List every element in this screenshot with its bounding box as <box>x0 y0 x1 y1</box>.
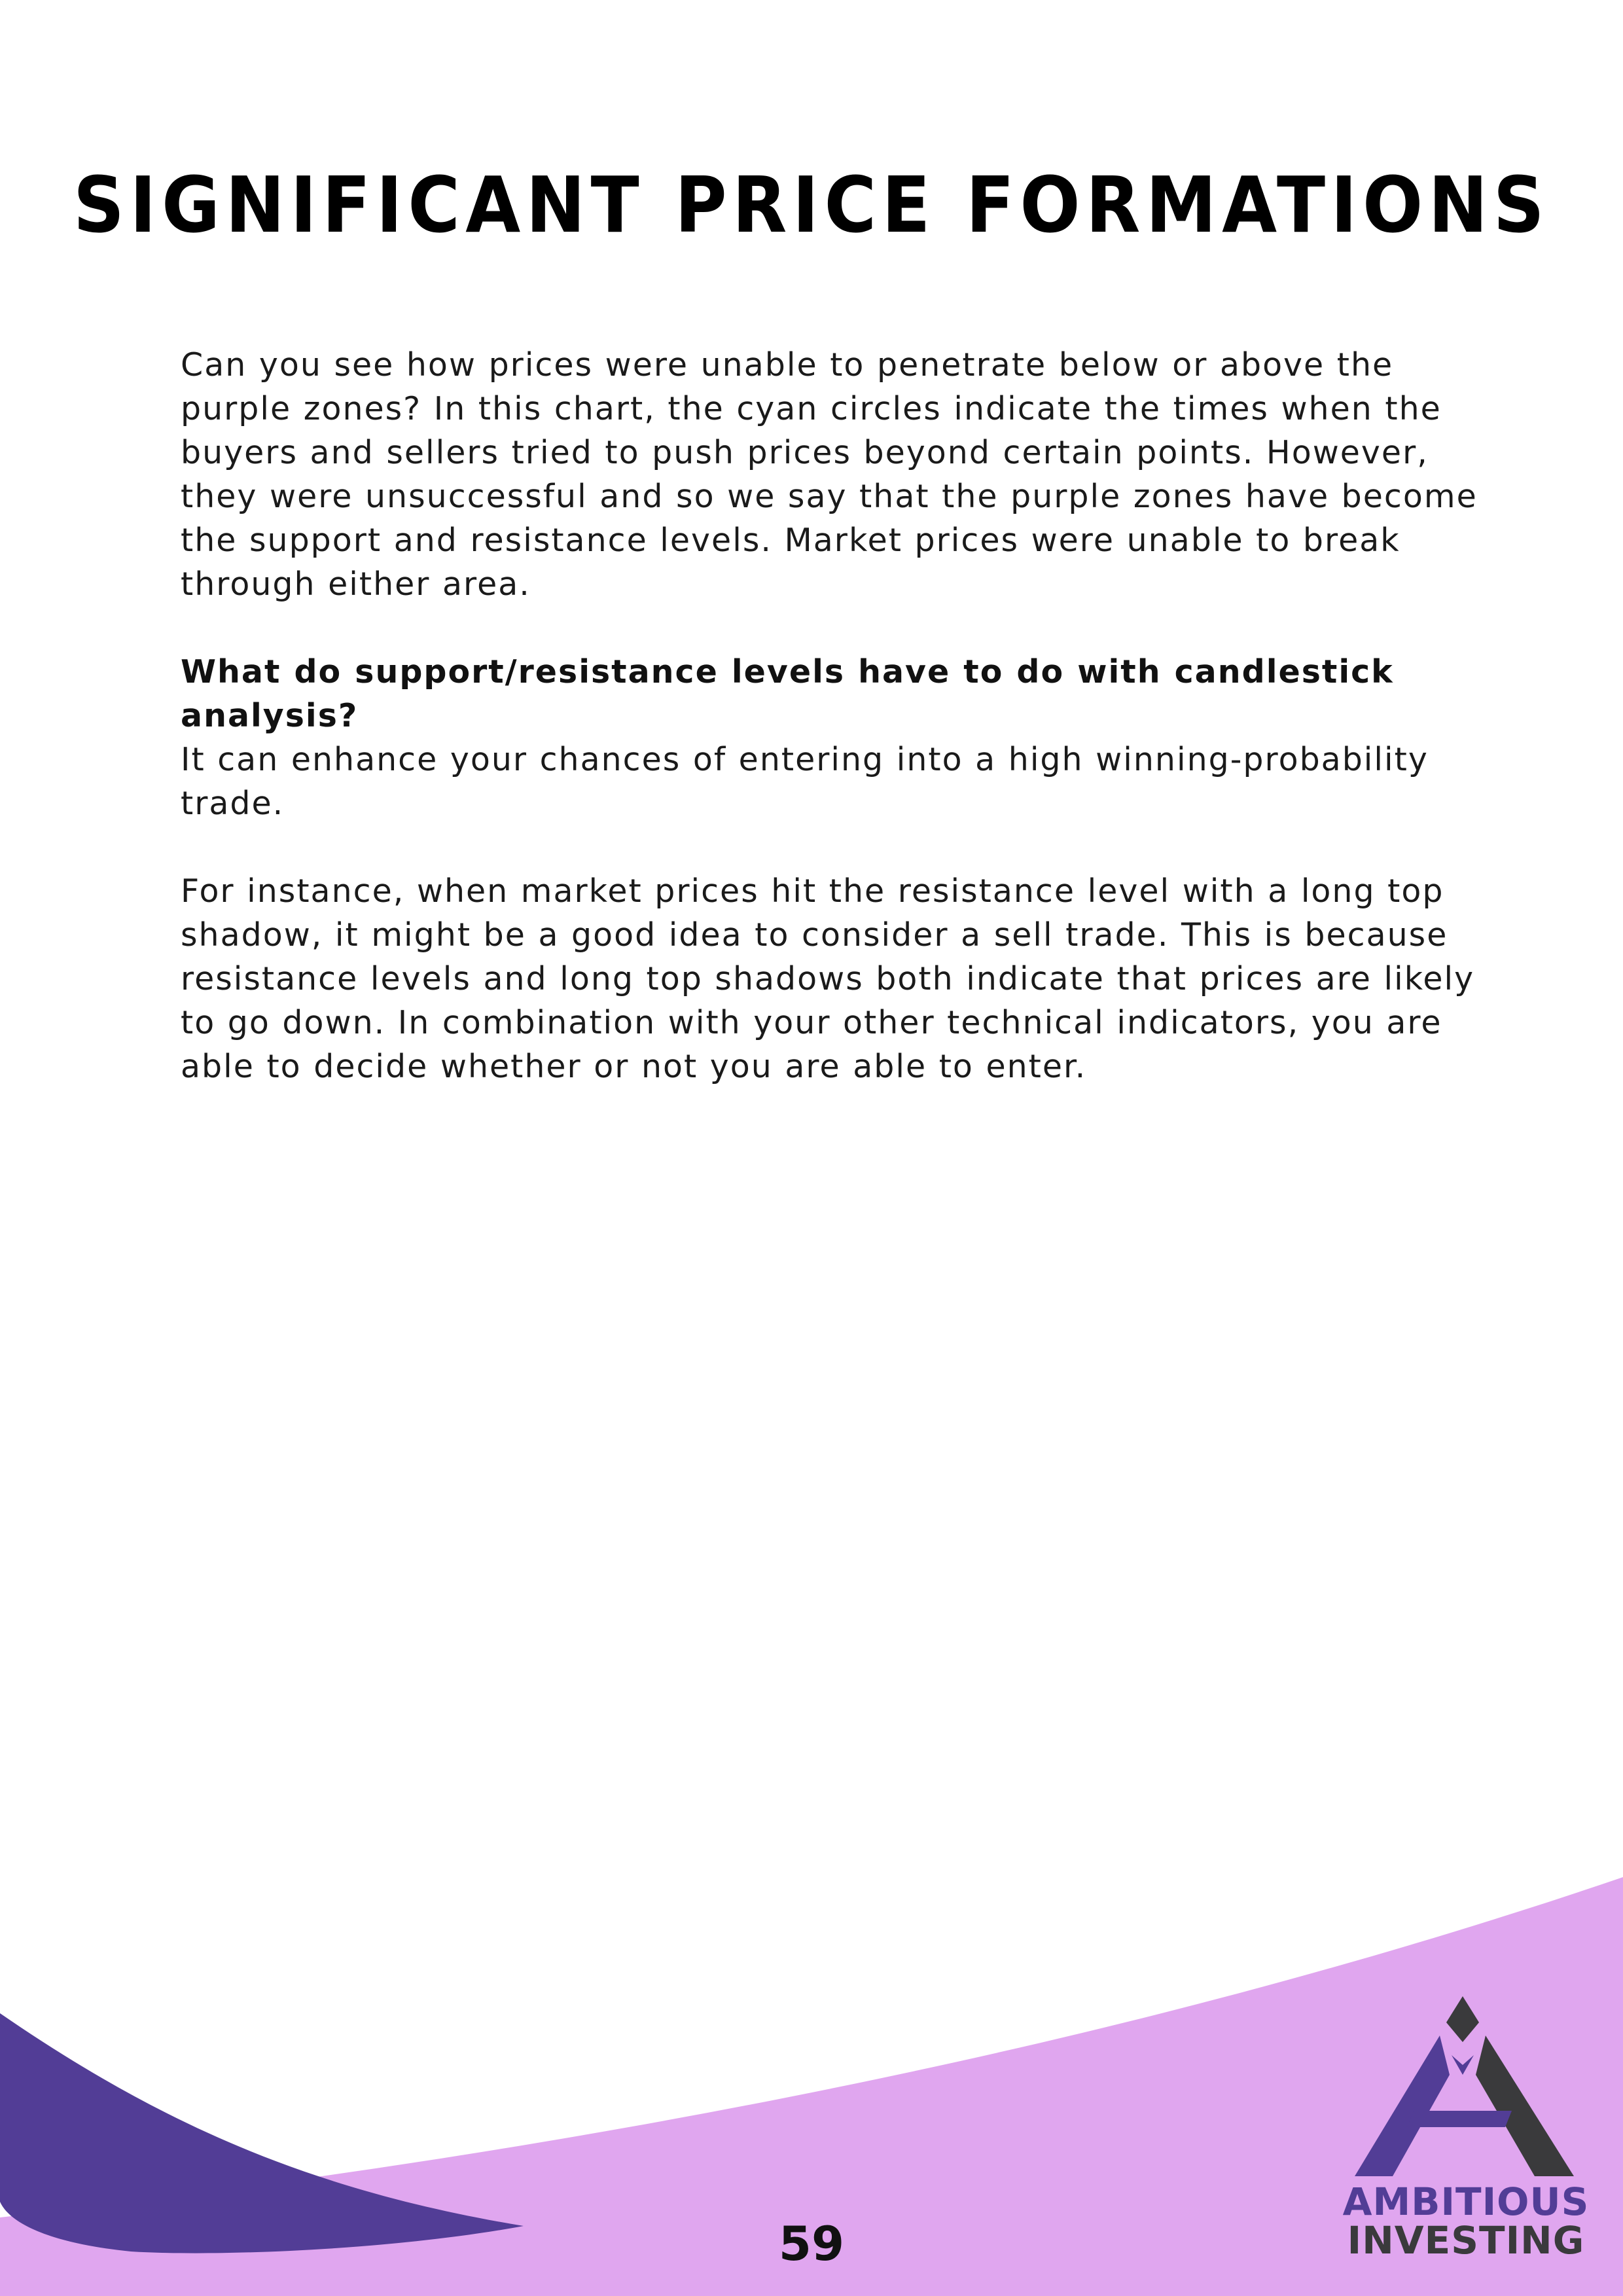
logo-text-ambitious: AMBITIOUS <box>1342 2179 1590 2224</box>
body-text <box>181 343 1489 1132</box>
question-heading: What do support/resistance levels have to do with candlestick analysis? <box>181 653 1394 734</box>
intro-paragraph: Can you see how prices were unable to penetrate below or above the purple zones? In this chart, the cyan circles indicate the times when the buyers and sellers tried to push prices beyond certain points. However, they were unsuccessful and so we say that the purple zones have become the support and resistance levels. Market prices were unable to break through either area. <box>181 346 1478 603</box>
brand-logo <box>1329 1990 1603 2265</box>
logo-text-investing: INVESTING <box>1347 2218 1585 2263</box>
dark-purple-wave <box>0 2013 524 2253</box>
question-answer: It can enhance your chances of entering into a high winning-probability trade. <box>181 741 1429 822</box>
example-paragraph: For instance, when market prices hit the resistance level with a long top shadow, it might be a good idea to consider a sell trade. This is because resistance levels and long top shadows both indicate that prices are likely to go down. In combination with your other technical indicators, you are able to decide whether or not you are able to enter. <box>181 872 1475 1085</box>
page-title: SIGNIFICANT PRICE FORMATIONS <box>73 160 1550 250</box>
question-paragraph <box>181 650 1489 825</box>
ambitious-investing-a-logo-icon <box>1348 1990 1584 2179</box>
page-number: 59 <box>778 2216 845 2271</box>
